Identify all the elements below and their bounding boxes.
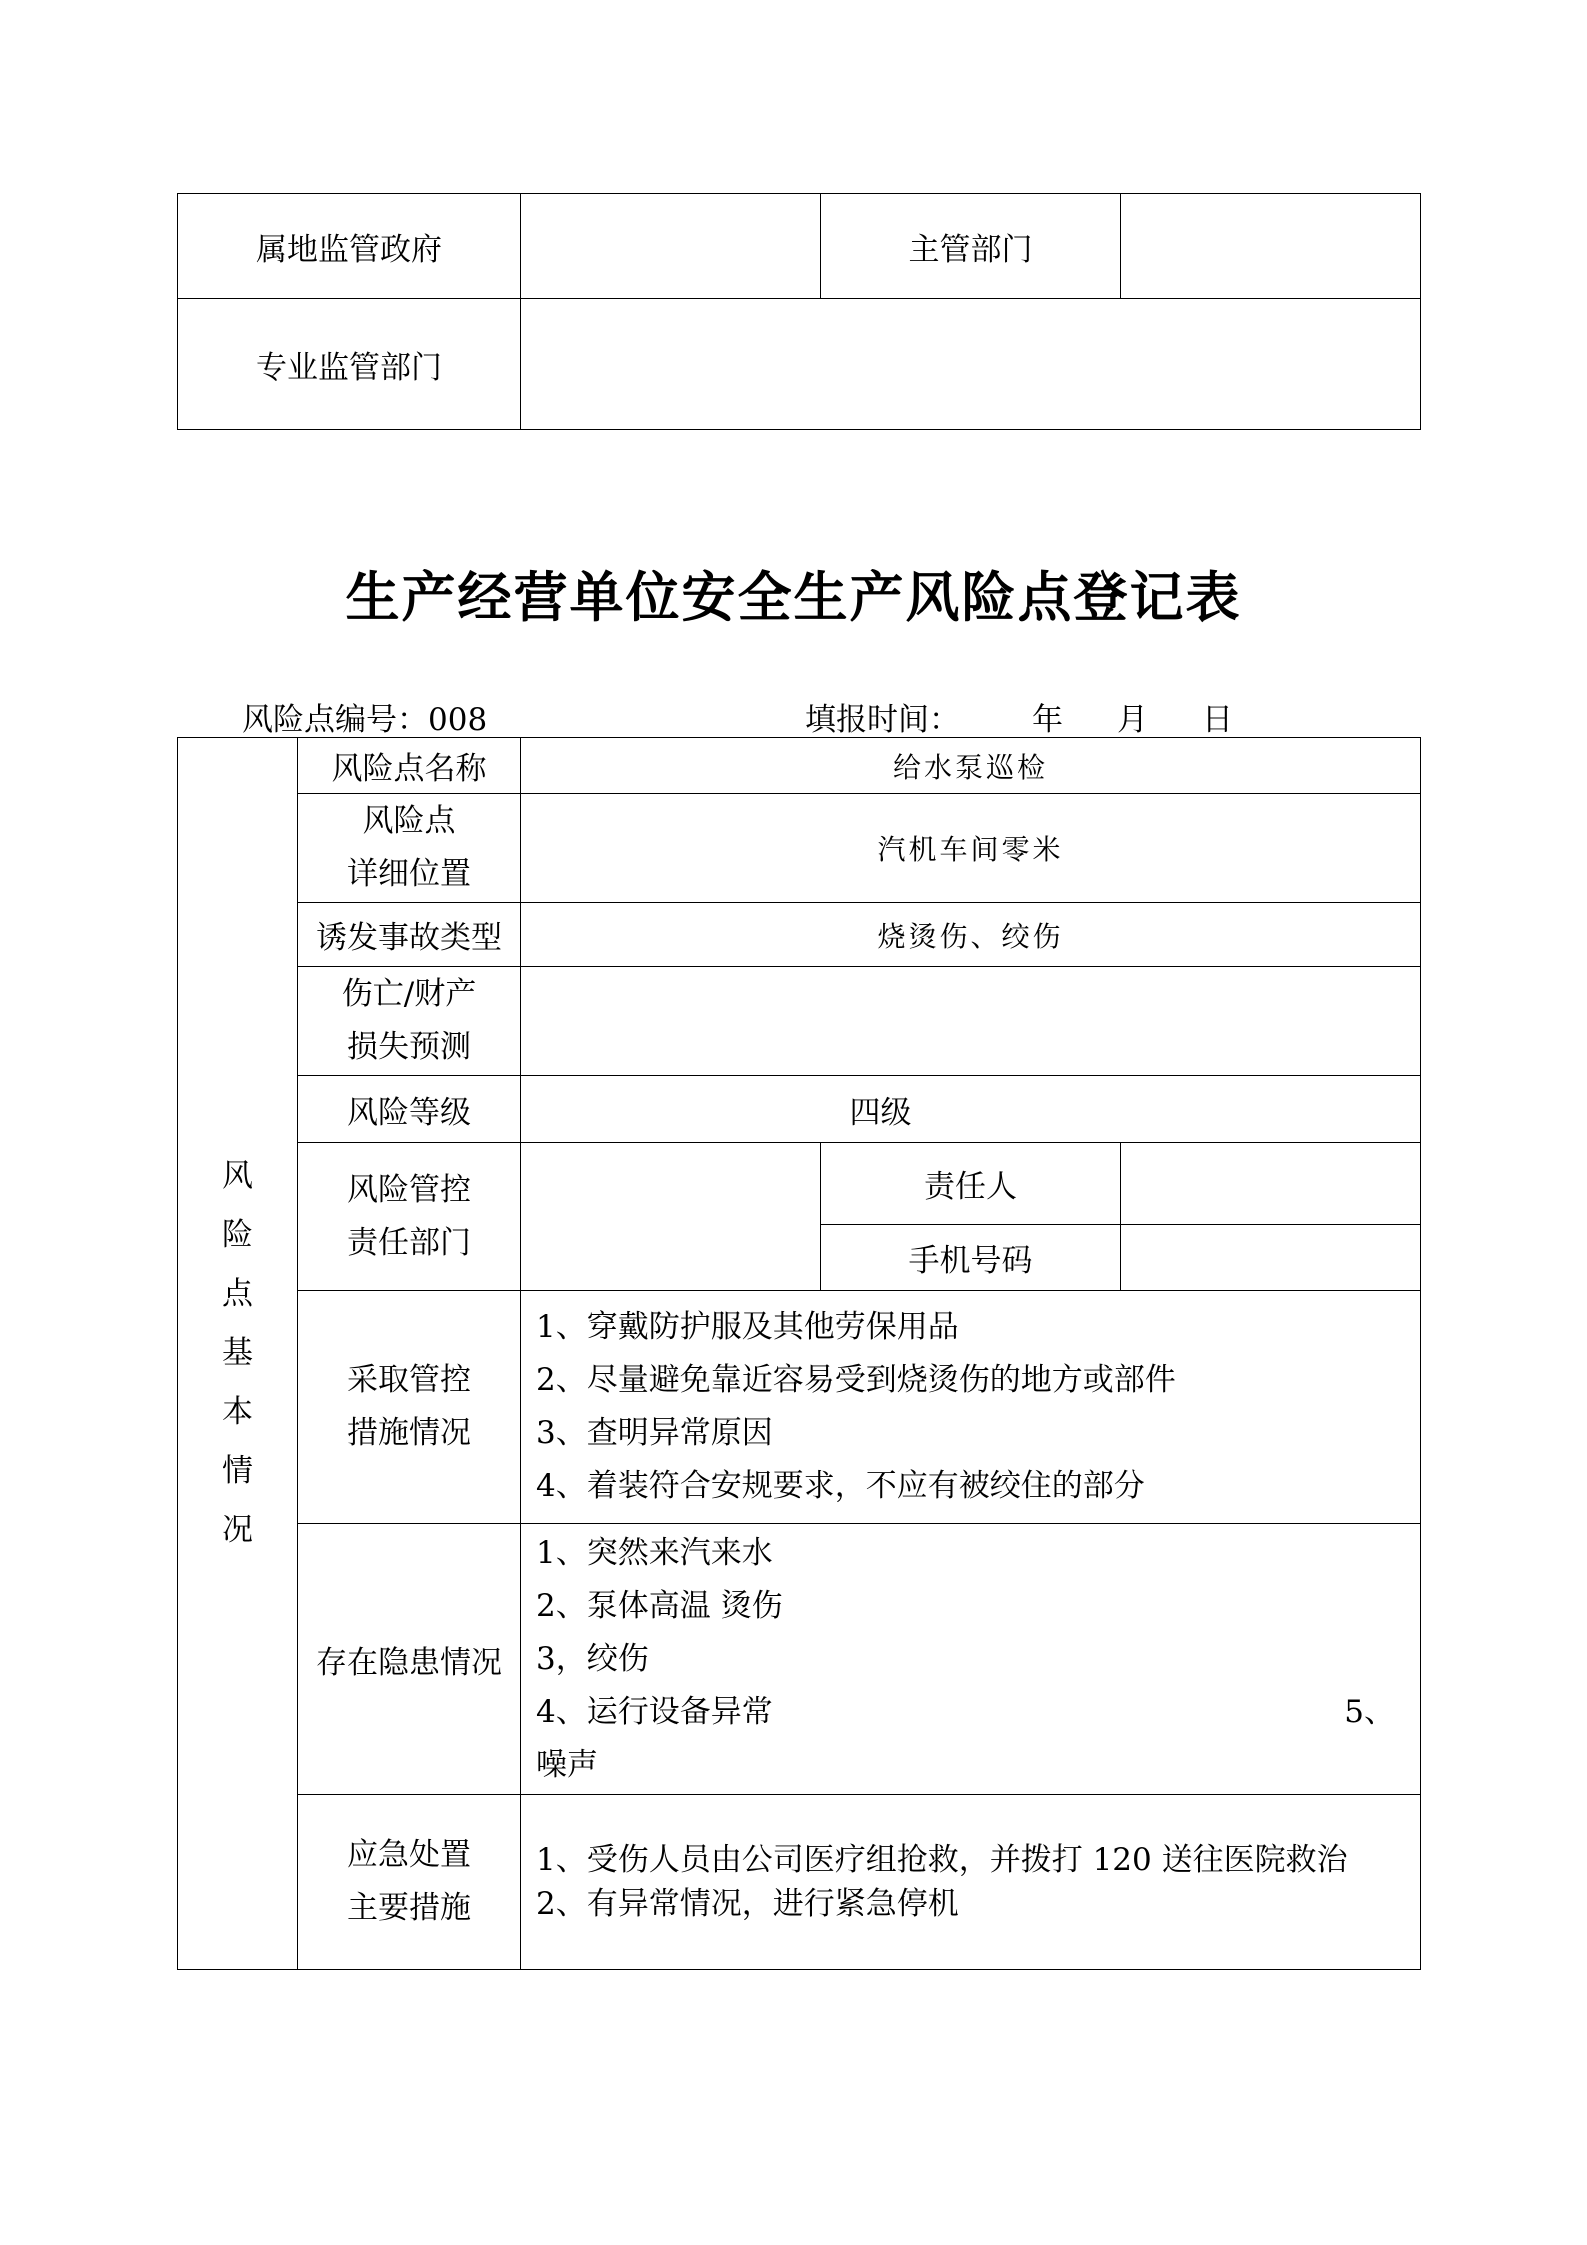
section-char: 险 [222, 1217, 253, 1253]
accident-value: 烧烫伤、绞伤 [521, 903, 1421, 967]
risk-point-table [177, 737, 1421, 1970]
name-label: 风险点名称 [298, 738, 521, 794]
control-dept-value [521, 1143, 821, 1291]
day-label: 日 [1202, 702, 1233, 738]
location-value: 汽机车间零米 [521, 794, 1421, 903]
list-item: 1、突然来汽来水 [536, 1534, 773, 1571]
list-item: 3、查明异常原因 [536, 1415, 773, 1451]
section-char: 基 [222, 1335, 253, 1371]
dept-label: 主管部门 [821, 194, 1121, 299]
section-char: 情 [222, 1453, 253, 1489]
location-label: 风险点 详细位置 [298, 794, 521, 903]
list-item: 1、穿戴防护服及其他劳保用品 [536, 1309, 959, 1345]
person-value [1121, 1143, 1421, 1225]
measures-list [521, 1291, 1421, 1524]
gov-value [521, 194, 821, 299]
supervision-table [177, 193, 1421, 430]
prof-value [521, 299, 1421, 430]
section-char: 本 [222, 1394, 253, 1430]
prof-label: 专业监管部门 [178, 299, 521, 430]
month-label: 月 [1117, 702, 1148, 738]
list-item: 2、有异常情况，进行紧急停机 [536, 1886, 959, 1922]
accident-label: 诱发事故类型 [298, 903, 521, 967]
fill-date [805, 694, 1233, 739]
list-item: 1、受伤人员由公司医疗组抢救，并拨打 120 送往医院救治 [536, 1842, 1348, 1878]
emergency-list [521, 1795, 1421, 1970]
loss-label: 伤亡/财产 损失预测 [298, 967, 521, 1076]
name-value: 给水泵巡检 [521, 738, 1421, 794]
hazards-label: 存在隐患情况 [298, 1524, 521, 1795]
phone-label: 手机号码 [821, 1225, 1121, 1291]
hazards-list [521, 1524, 1421, 1795]
section-char: 风 [222, 1158, 253, 1194]
gov-label: 属地监管政府 [178, 194, 521, 299]
list-item: 4、运行设备异常 5、 [536, 1693, 1396, 1730]
risk-number: 风险点编号：008 [242, 702, 488, 738]
phone-value [1121, 1225, 1421, 1291]
control-dept-label: 风险管控 责任部门 [298, 1143, 521, 1291]
measures-label: 采取管控 措施情况 [298, 1291, 521, 1524]
date-label: 填报时间： [805, 702, 960, 738]
list-item: 4、着装符合安规要求，不应有被绞住的部分 [536, 1468, 1145, 1504]
year-label: 年 [1032, 702, 1063, 738]
loss-value [521, 967, 1421, 1076]
level-value: 四级 [521, 1076, 1421, 1143]
person-label: 责任人 [821, 1143, 1121, 1225]
emergency-label: 应急处置 主要措施 [298, 1795, 521, 1970]
list-item: 2、尽量避免靠近容易受到烧烫伤的地方或部件 [536, 1362, 1176, 1398]
list-item: 噪声 [536, 1746, 598, 1783]
dept-value [1121, 194, 1421, 299]
list-item: 3，绞伤 [536, 1640, 649, 1677]
page-title: 生产经营单位安全生产风险点登记表 [345, 565, 1242, 629]
section-label [178, 738, 298, 1970]
list-item: 2、泵体高温 烫伤 [536, 1587, 783, 1624]
level-label: 风险等级 [298, 1076, 521, 1143]
section-char: 况 [222, 1512, 253, 1548]
section-char: 点 [222, 1276, 253, 1312]
